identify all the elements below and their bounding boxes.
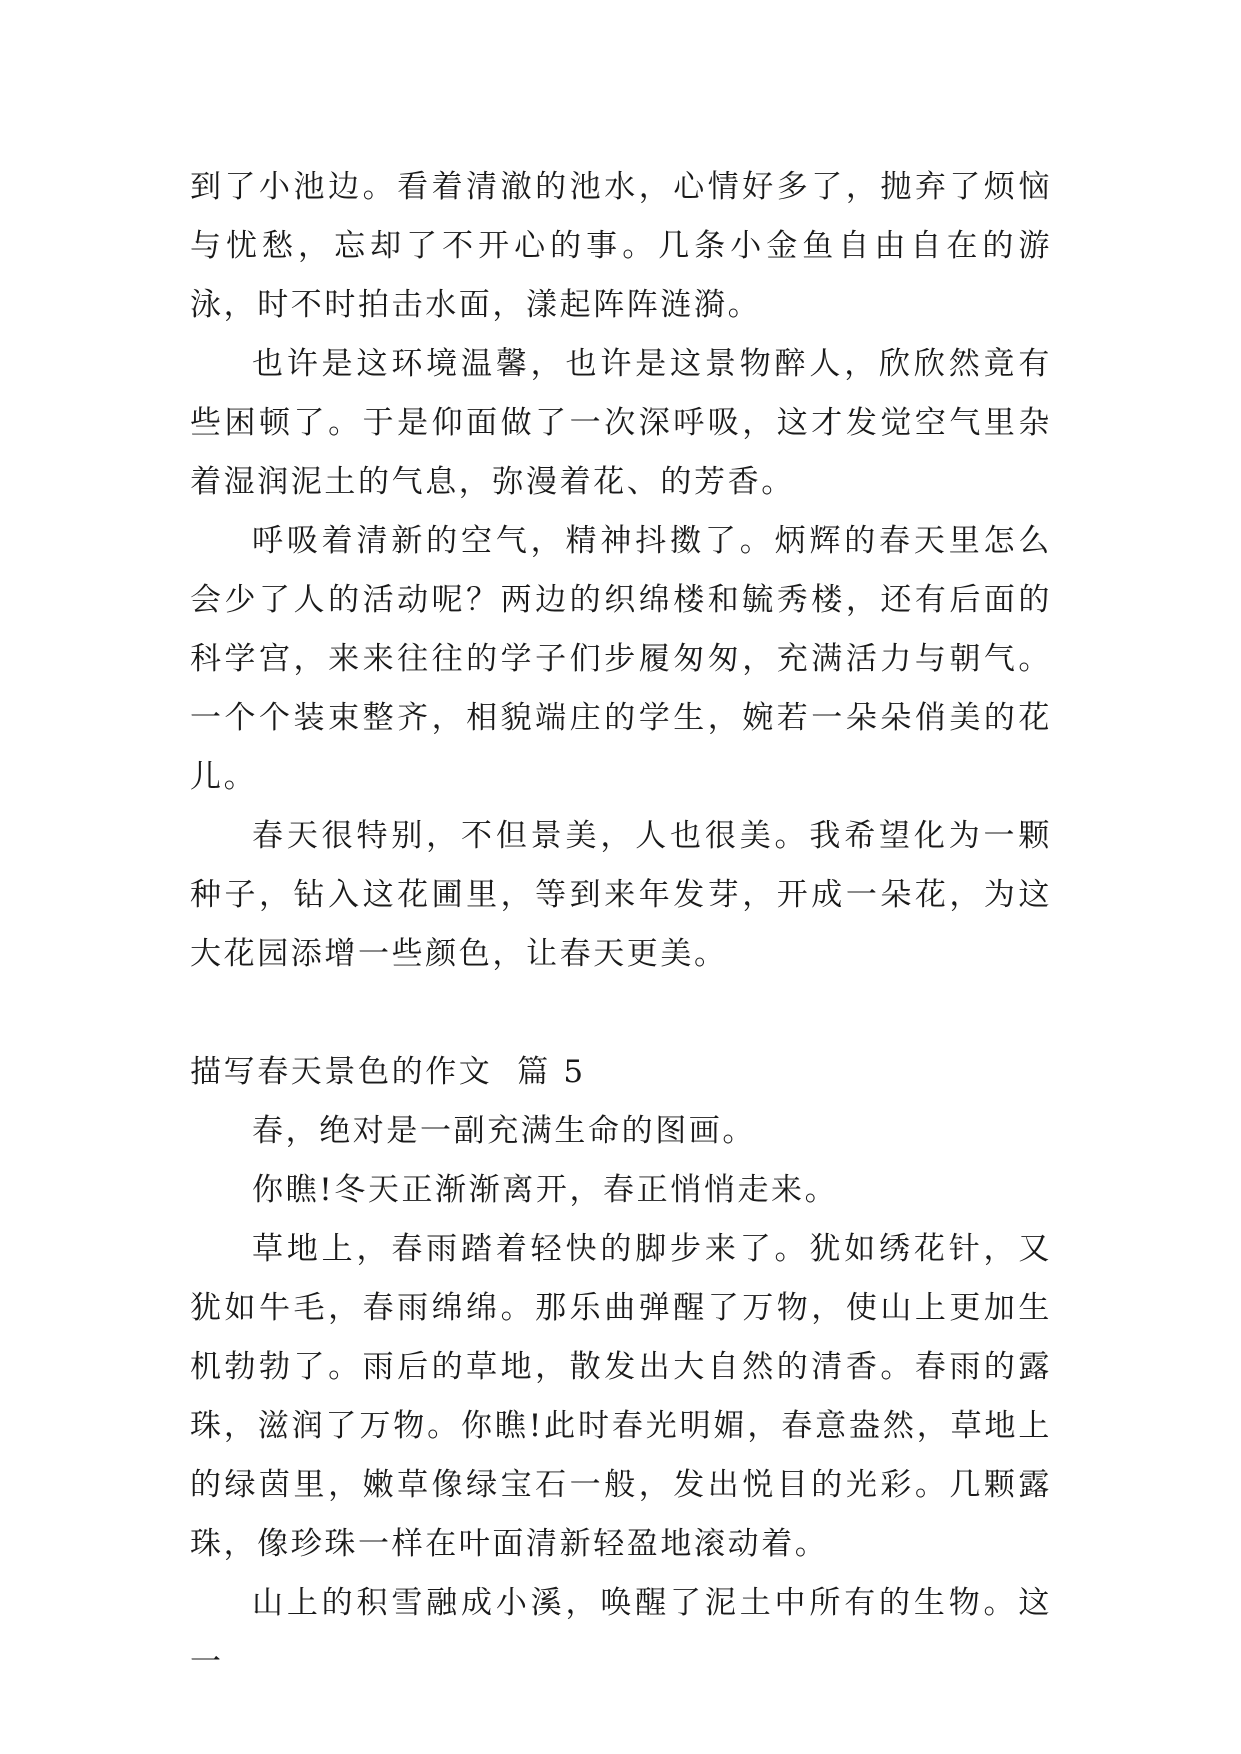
paragraph: 你瞧!冬天正渐渐离开，春正悄悄走来。 (252, 1172, 839, 1208)
paragraph: 呼吸着清新的空气，精神抖擞了。炳辉的春天里怎么会少了人的活动呢？两边的织绵楼和毓秀楼，还有后面的科学宫，来来往往的学子们步履匆匆，充满活力与朝气。一个个装束整齐，相貌端庄的学生，婉若一朵朵俏美的花儿。 (190, 523, 1052, 795)
paragraph: 到了小池边。看着清澈的池水，心情好多了，抛弃了烦恼与忧愁，忘却了不开心的事。几条小金鱼自由自在的游泳，时不时拍击水面，漾起阵阵涟漪。 (190, 169, 1052, 323)
section-heading: 描写春天景色的作文 篇 5 (190, 1054, 586, 1090)
paragraph: 山上的积雪融成小溪，唤醒了泥土中所有的生物。这一 (190, 1585, 1052, 1680)
paragraph: 春，绝对是一副充满生命的图画。 (252, 1113, 756, 1149)
document-body (190, 158, 1052, 1692)
section-spacer (190, 984, 1052, 1043)
paragraph: 草地上，春雨踏着轻快的脚步来了。犹如绣花针，又犹如牛毛，春雨绵绵。那乐曲弹醒了万物，使山上更加生机勃勃了。雨后的草地，散发出大自然的清香。春雨的露珠，滋润了万物。你瞧!此时春光明媚，春意盎然，草地上的绿茵里，嫩草像绿宝石一般，发出悦目的光彩。几颗露珠，像珍珠一样在叶面清新轻盈地滚动着。 (190, 1231, 1052, 1562)
paragraph: 春天很特别，不但景美，人也很美。我希望化为一颗种子，钻入这花圃里，等到来年发芽，开成一朵花，为这大花园添增一些颜色，让春天更美。 (190, 818, 1052, 972)
paragraph: 也许是这环境温馨，也许是这景物醉人，欣欣然竟有些困顿了。于是仰面做了一次深呼吸，这才发觉空气里杂着湿润泥土的气息，弥漫着花、的芳香。 (190, 346, 1052, 500)
